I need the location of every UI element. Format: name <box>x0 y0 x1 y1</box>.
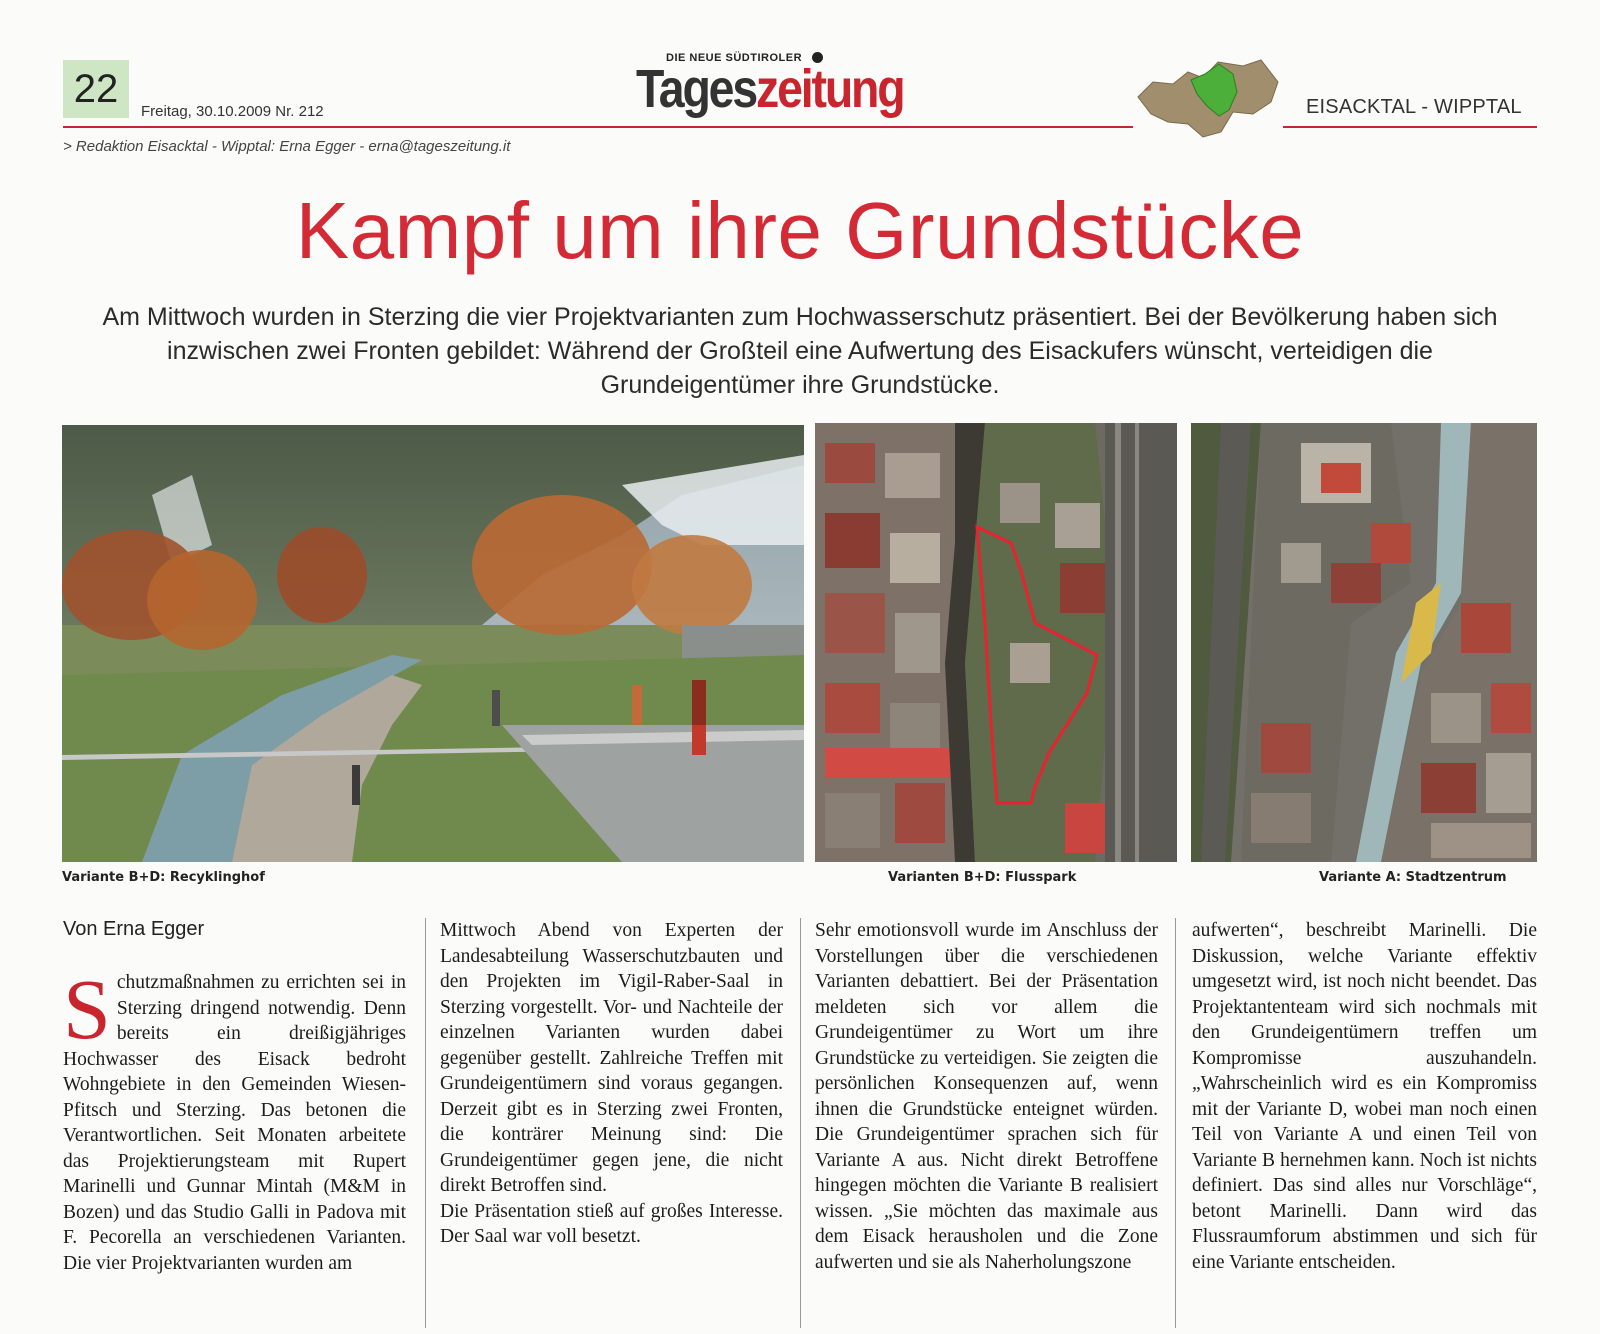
column-divider-2 <box>800 918 801 1328</box>
header-rule-right <box>1283 126 1537 128</box>
column-2-paragraph-2: Die Präsentation stieß auf großes Interesse. Der Saal war voll besetzt. <box>440 1200 783 1247</box>
column-divider-3 <box>1175 918 1176 1328</box>
page-number: 22 <box>63 60 129 118</box>
column-4-text: aufwerten“, beschreibt Marinelli. Die Diskussion, welche Variante effektiv umgesetzt wird, ist noch nicht beendet. Das Projektantenteam wird sich nochmals mit den Grundeigentümern treffen um Kompromisse auszuhandeln. „Wahrscheinlich wird es ein Kompromiss mit der Variante D, wobei man noch einen Teil von Variante A und einen Teil von Variante B hernehmen kann. Noch ist nichts definiert. Das sind alles nur Vorschläge“, betont Marinelli. Dann wird das Flussraumforum abstimmen und sich für eine Variante entscheiden. <box>1192 920 1537 1273</box>
photo-flusspark <box>815 423 1177 862</box>
region-map-icon <box>1133 52 1283 152</box>
article-column-2 <box>440 918 783 1250</box>
article-headline: Kampf um ihre Grundstücke <box>295 186 1305 275</box>
section-label: EISACKTAL - WIPPTAL <box>1306 96 1522 118</box>
masthead-title-part2: zeitung <box>756 59 904 119</box>
column-3-text: Sehr emotionsvoll wurde im Anschluss der Vorstellungen über die verschiedenen Varianten debattiert. Bei der Präsentation meldeten sich vor allem die Grundeigentümer zu Wort um ihre Grundstücke zu verteidigen. Sie zeigten die persönlichen Konsequenzen auf, wenn ihnen die Grundstücke enteignet würden. Die Grundeigentümer sprachen sich für Variante A aus. Nicht direkt Betroffene hingegen möchten die Variante B realisiert wissen. „Sie möchten das maximale aus dem Eisack herausholen und die Zone aufwerten und sie als Naherholungszone <box>815 920 1158 1273</box>
article-column-4 <box>1192 918 1537 1275</box>
photo-stadtzentrum <box>1191 423 1537 862</box>
drop-cap: S <box>63 961 111 1057</box>
masthead-logo <box>636 52 976 122</box>
caption-photo1: Variante B+D: Recyklinghof <box>62 870 265 885</box>
article-column-3 <box>815 918 1158 1275</box>
caption-photo2: Varianten B+D: Flusspark <box>888 870 1077 885</box>
column-divider-1 <box>425 918 426 1328</box>
photo-recyclinghof <box>62 425 804 862</box>
editor-contact-line: > Redaktion Eisacktal - Wipptal: Erna Egger - erna@tageszeitung.it <box>63 138 511 155</box>
article-column-1 <box>63 961 406 1276</box>
column-1-text: chutzmaßnahmen zu errichten sei in Sterzing dringend notwendig. Denn bereits ein dreißigjähriges Hochwasser des Eisack bedroht Wohngebiete in den Gemeinden Wiesen-Pfitsch und Sterzing. Das betonen die Verantwortlichen. Seit Monaten arbeitete das Projektierungsteam mit Rupert Marinelli und Gunnar Mintah (M&M in Bozen) und das Studio Galli in Padova mit F. Pecorella an verschiedenen Varianten. Die vier Projektvarianten wurden am <box>63 972 406 1274</box>
masthead-title-part1: Tages <box>636 59 757 119</box>
column-2-paragraph-1: Mittwoch Abend von Experten der Landesabteilung Wasserschutzbauten und den Projekten im Vigil-Raber-Saal in Sterzing vorgestellt. Vor- und Nachteile der einzelnen Varianten wurden dabei gegenüber gestellt. Zahlreiche Treffen mit Grundeigentümern sind voraus gegangen. Derzeit gibt es in Sterzing zwei Fronten, die konträrer Meinung sind: Die Grundeigentümer gegen jene, die nicht direkt Betroffen sind. <box>440 920 783 1196</box>
caption-photo3: Variante A: Stadtzentrum <box>1319 870 1507 885</box>
header-rule <box>63 126 1133 128</box>
masthead-title <box>636 58 904 120</box>
issue-date: Freitag, 30.10.2009 Nr. 212 <box>141 103 324 120</box>
article-lead: Am Mittwoch wurden in Sterzing die vier Projektvarianten zum Hochwasserschutz präsentiert. Bei der Bevölkerung haben sich inzwischen zwei Fronten gebildet: Während der Großteil eine Aufwertung des Eisackufers wünscht, verteidigen die Grundeigentümer ihre Grundstücke. <box>102 303 1498 399</box>
masthead-tagline: DIE NEUE SÜDTIROLER <box>666 52 803 64</box>
article-byline: Von Erna Egger <box>63 918 205 940</box>
